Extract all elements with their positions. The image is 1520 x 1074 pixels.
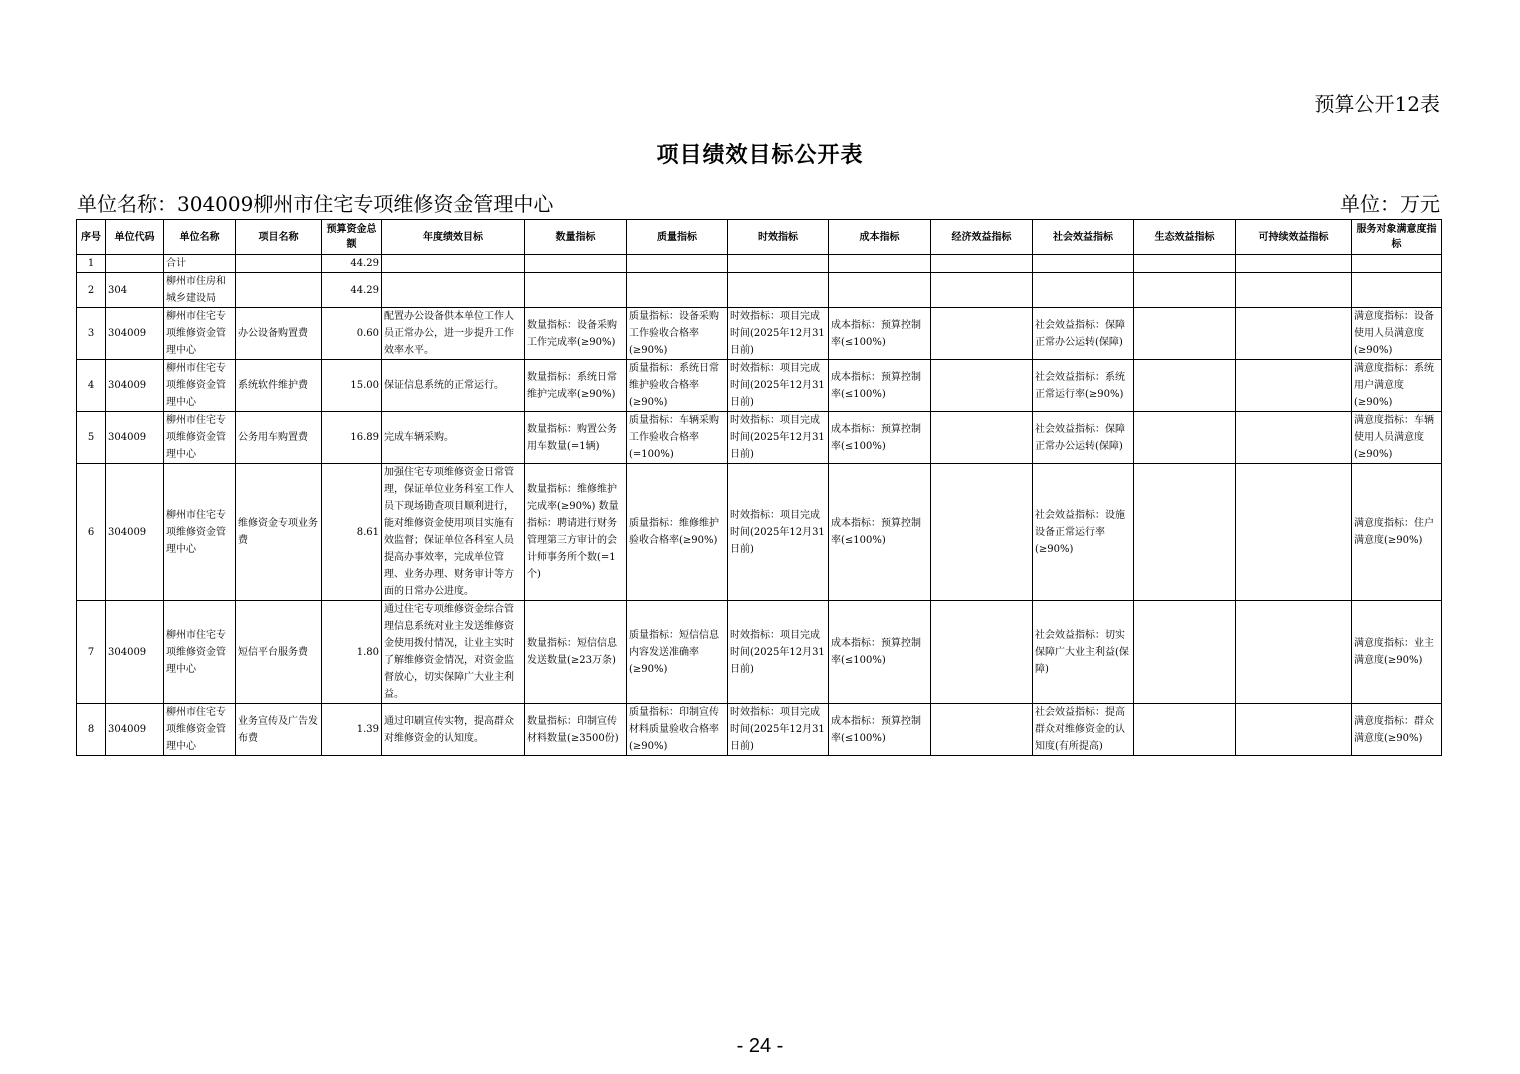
table-cell: 保证信息系统的正常运行。 <box>382 360 525 412</box>
header-cell: 序号 <box>77 220 106 255</box>
table-cell: 社会效益指标：系统正常运行率(≥90%) <box>1033 360 1134 412</box>
page-number: - 24 - <box>736 1035 784 1057</box>
table-cell: 0.60 <box>322 308 382 360</box>
table-cell <box>1134 308 1236 360</box>
table-cell: 时效指标：项目完成时间(2025年12月31日前) <box>728 464 829 601</box>
table-cell: 时效指标：项目完成时间(2025年12月31日前) <box>728 308 829 360</box>
table-cell <box>236 255 322 273</box>
table-cell: 通过住宅专项维修资金综合管理信息系统对业主发送维修资金使用拨付情况，让业主实时了解维修资金情况，对资金监督放心，切实保障广大业主利益。 <box>382 601 525 704</box>
table-cell <box>1134 255 1236 273</box>
table-cell: 1.39 <box>322 704 382 756</box>
table-cell <box>1236 464 1352 601</box>
table-cell: 304009 <box>106 704 164 756</box>
table-cell: 质量指标：系统日常维护验收合格率(≥90%) <box>627 360 728 412</box>
table-cell <box>1236 601 1352 704</box>
table-row <box>77 360 1442 412</box>
table-header-row <box>77 220 1442 255</box>
header-cell: 社会效益指标 <box>1033 220 1134 255</box>
table-cell <box>236 273 322 308</box>
header-cell: 时效指标 <box>728 220 829 255</box>
table-cell: 合计 <box>164 255 236 273</box>
table-cell: 柳州市住宅专项维修资金管理中心 <box>164 464 236 601</box>
table-cell: 短信平台服务费 <box>236 601 322 704</box>
table-row <box>77 255 1442 273</box>
header-cell: 项目名称 <box>236 220 322 255</box>
table-cell: 满意度指标：车辆使用人员满意度(≥90%) <box>1352 412 1442 464</box>
table-cell <box>1134 601 1236 704</box>
table-cell: 16.89 <box>322 412 382 464</box>
table-cell <box>1236 273 1352 308</box>
table-cell <box>1033 255 1134 273</box>
table-cell: 1 <box>77 255 106 273</box>
table-cell <box>1236 255 1352 273</box>
table-cell: 数量指标：短信信息发送数量(≥23万条) <box>525 601 627 704</box>
table-cell: 数量指标：系统日常维护完成率(≥90%) <box>525 360 627 412</box>
table-cell: 8.61 <box>322 464 382 601</box>
header-cell: 质量指标 <box>627 220 728 255</box>
header-cell: 预算资金总额 <box>322 220 382 255</box>
table-cell: 3 <box>77 308 106 360</box>
table-cell: 柳州市住宅专项维修资金管理中心 <box>164 601 236 704</box>
page-title: 项目绩效目标公开表 <box>656 142 864 168</box>
header-cell: 年度绩效目标 <box>382 220 525 255</box>
table-cell <box>1033 273 1134 308</box>
table-cell <box>829 255 931 273</box>
table-cell: 时效指标：项目完成时间(2025年12月31日前) <box>728 704 829 756</box>
table-cell <box>829 273 931 308</box>
table-cell: 业务宣传及广告发布费 <box>236 704 322 756</box>
table-cell: 数量指标：印制宣传材料数量(≥3500份) <box>525 704 627 756</box>
table-cell <box>382 273 525 308</box>
table-cell <box>627 273 728 308</box>
table-cell: 系统软件维护费 <box>236 360 322 412</box>
table-cell: 成本指标：预算控制率(≤100%) <box>829 360 931 412</box>
table-cell: 时效指标：项目完成时间(2025年12月31日前) <box>728 360 829 412</box>
unit-name: 单位名称：304009柳州市住宅专项维修资金管理中心 <box>77 192 554 216</box>
table-cell: 数量指标：维修维护完成率(≥90%) 数量指标：聘请进行财务管理第三方审计的会计师事务所个数(=1个) <box>525 464 627 601</box>
table-cell: 数量指标：购置公务用车数量(=1辆) <box>525 412 627 464</box>
table-row <box>77 464 1442 601</box>
table-cell <box>627 255 728 273</box>
table-cell: 成本指标：预算控制率(≤100%) <box>829 601 931 704</box>
table-cell: 304009 <box>106 360 164 412</box>
table-cell: 柳州市住宅专项维修资金管理中心 <box>164 412 236 464</box>
table-cell: 办公设备购置费 <box>236 308 322 360</box>
table-cell: 质量指标：车辆采购工作验收合格率(=100%) <box>627 412 728 464</box>
table-cell: 质量指标：维修维护验收合格率(≥90%) <box>627 464 728 601</box>
table-cell <box>728 255 829 273</box>
table-cell <box>382 255 525 273</box>
table-cell <box>1134 360 1236 412</box>
table-cell: 304009 <box>106 464 164 601</box>
table-cell: 2 <box>77 273 106 308</box>
table-cell <box>1134 273 1236 308</box>
table-cell <box>525 255 627 273</box>
table-row <box>77 704 1442 756</box>
table-cell: 304009 <box>106 412 164 464</box>
table-row <box>77 308 1442 360</box>
table-cell: 通过印刷宣传实物，提高群众对维修资金的认知度。 <box>382 704 525 756</box>
table-cell: 维修资金专项业务费 <box>236 464 322 601</box>
table-cell <box>106 255 164 273</box>
table-cell: 柳州市住宅专项维修资金管理中心 <box>164 704 236 756</box>
table-row <box>77 601 1442 704</box>
header-cell: 服务对象满意度指标 <box>1352 220 1442 255</box>
table-cell: 304009 <box>106 601 164 704</box>
table-cell <box>931 704 1033 756</box>
table-cell: 满意度指标：业主满意度(≥90%) <box>1352 601 1442 704</box>
table-cell: 1.80 <box>322 601 382 704</box>
table-cell: 成本指标：预算控制率(≤100%) <box>829 308 931 360</box>
table-cell <box>931 601 1033 704</box>
table-cell: 4 <box>77 360 106 412</box>
table-cell: 社会效益指标：设施设备正常运行率(≥90%) <box>1033 464 1134 601</box>
table-cell: 社会效益指标：切实保障广大业主利益(保障) <box>1033 601 1134 704</box>
table-cell: 社会效益指标：保障正常办公运转(保障) <box>1033 412 1134 464</box>
table-cell <box>931 464 1033 601</box>
header-cell: 可持续效益指标 <box>1236 220 1352 255</box>
table-cell: 44.29 <box>322 273 382 308</box>
table-cell: 7 <box>77 601 106 704</box>
table-cell: 社会效益指标：保障正常办公运转(保障) <box>1033 308 1134 360</box>
table-cell <box>1236 412 1352 464</box>
performance-target-table <box>76 219 1442 756</box>
table-cell: 成本指标：预算控制率(≤100%) <box>829 704 931 756</box>
table-cell: 成本指标：预算控制率(≤100%) <box>829 464 931 601</box>
table-cell <box>931 255 1033 273</box>
currency-unit: 单位：万元 <box>1340 192 1440 216</box>
table-cell <box>931 412 1033 464</box>
header-cell: 经济效益指标 <box>931 220 1033 255</box>
table-number-label: 预算公开12表 <box>1314 92 1440 116</box>
table-cell <box>525 273 627 308</box>
table-cell: 满意度指标：系统用户满意度(≥90%) <box>1352 360 1442 412</box>
table-cell <box>1352 255 1442 273</box>
table-cell: 社会效益指标：提高群众对维修资金的认知度(有所提高) <box>1033 704 1134 756</box>
table-cell: 柳州市住宅专项维修资金管理中心 <box>164 360 236 412</box>
table-cell: 44.29 <box>322 255 382 273</box>
table-cell: 时效指标：项目完成时间(2025年12月31日前) <box>728 601 829 704</box>
table-cell: 满意度指标：设备使用人员满意度(≥90%) <box>1352 308 1442 360</box>
table-cell: 柳州市住房和城乡建设局 <box>164 273 236 308</box>
header-cell: 数量指标 <box>525 220 627 255</box>
table-row <box>77 273 1442 308</box>
table-cell <box>1236 704 1352 756</box>
table-cell <box>1352 273 1442 308</box>
header-cell: 单位代码 <box>106 220 164 255</box>
table-cell <box>1134 464 1236 601</box>
table-cell: 15.00 <box>322 360 382 412</box>
table-cell: 完成车辆采购。 <box>382 412 525 464</box>
unit-line <box>77 188 1440 218</box>
table-cell: 满意度指标：住户满意度(≥90%) <box>1352 464 1442 601</box>
table-cell: 加强住宅专项维修资金日常管理，保证单位业务科室工作人员下现场勘查项目顺利进行，能对维修资金使用项目实施有效监督；保证单位各科室人员提高办事效率，完成单位管理、业务办理、财务审计等方面的日常办公进度。 <box>382 464 525 601</box>
table-cell: 5 <box>77 412 106 464</box>
table-cell: 时效指标：项目完成时间(2025年12月31日前) <box>728 412 829 464</box>
table-cell: 6 <box>77 464 106 601</box>
table-cell: 柳州市住宅专项维修资金管理中心 <box>164 308 236 360</box>
table-cell <box>931 308 1033 360</box>
header-cell: 单位名称 <box>164 220 236 255</box>
table-cell: 质量指标：设备采购工作验收合格率(≥90%) <box>627 308 728 360</box>
table-cell: 满意度指标：群众满意度(≥90%) <box>1352 704 1442 756</box>
table-cell: 304009 <box>106 308 164 360</box>
header-cell: 成本指标 <box>829 220 931 255</box>
table-cell: 数量指标：设备采购工作完成率(≥90%) <box>525 308 627 360</box>
header-cell: 生态效益指标 <box>1134 220 1236 255</box>
table-cell: 成本指标：预算控制率(≤100%) <box>829 412 931 464</box>
table-cell <box>1236 360 1352 412</box>
table-cell <box>931 360 1033 412</box>
table-row <box>77 412 1442 464</box>
table-cell: 304 <box>106 273 164 308</box>
table-cell <box>728 273 829 308</box>
table-cell: 公务用车购置费 <box>236 412 322 464</box>
table-cell <box>1134 704 1236 756</box>
table-cell: 配置办公设备供本单位工作人员正常办公，进一步提升工作效率水平。 <box>382 308 525 360</box>
table-cell: 质量指标：印制宣传材料质量验收合格率(≥90%) <box>627 704 728 756</box>
table-cell <box>931 273 1033 308</box>
table-cell: 8 <box>77 704 106 756</box>
table-cell <box>1236 308 1352 360</box>
table-cell: 质量指标：短信信息内容发送准确率(≥90%) <box>627 601 728 704</box>
table-cell <box>1134 412 1236 464</box>
